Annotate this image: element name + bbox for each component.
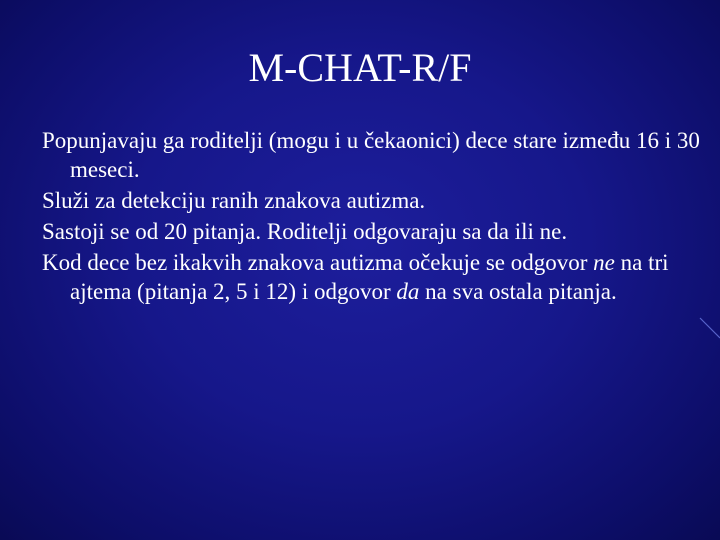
emphasis-da: da [396,279,420,304]
bullet-text-3: Sastoji se od 20 pitanja. Roditelji odgovaraju sa da ili ne. [42,219,568,244]
bullet-text-4a: Kod dece bez ikakvih znakova autizma očekuje se odgovor [42,250,594,275]
decorative-line [700,318,720,338]
bullet-text-1: Popunjavaju ga roditelji (mogu i u čekaonici) dece stare između 16 i 30 meseci. [42,128,700,182]
slide-title: M-CHAT-R/F [248,45,472,90]
bullet-paragraph-1 [42,126,702,184]
bullet-text-4b: na tri ajtema (pitanja 2, 5 i 12) i odgovor [70,250,669,304]
bullet-text-2: Služi za detekciju ranih znakova autizma. [42,188,426,213]
emphasis-ne: ne [593,250,615,275]
bullet-paragraph-2 [42,186,702,215]
bullet-paragraph-3 [42,217,702,246]
slide-body [42,126,702,308]
bullet-text-4c: na sva ostala pitanja. [419,279,617,304]
bullet-paragraph-4 [42,248,702,306]
